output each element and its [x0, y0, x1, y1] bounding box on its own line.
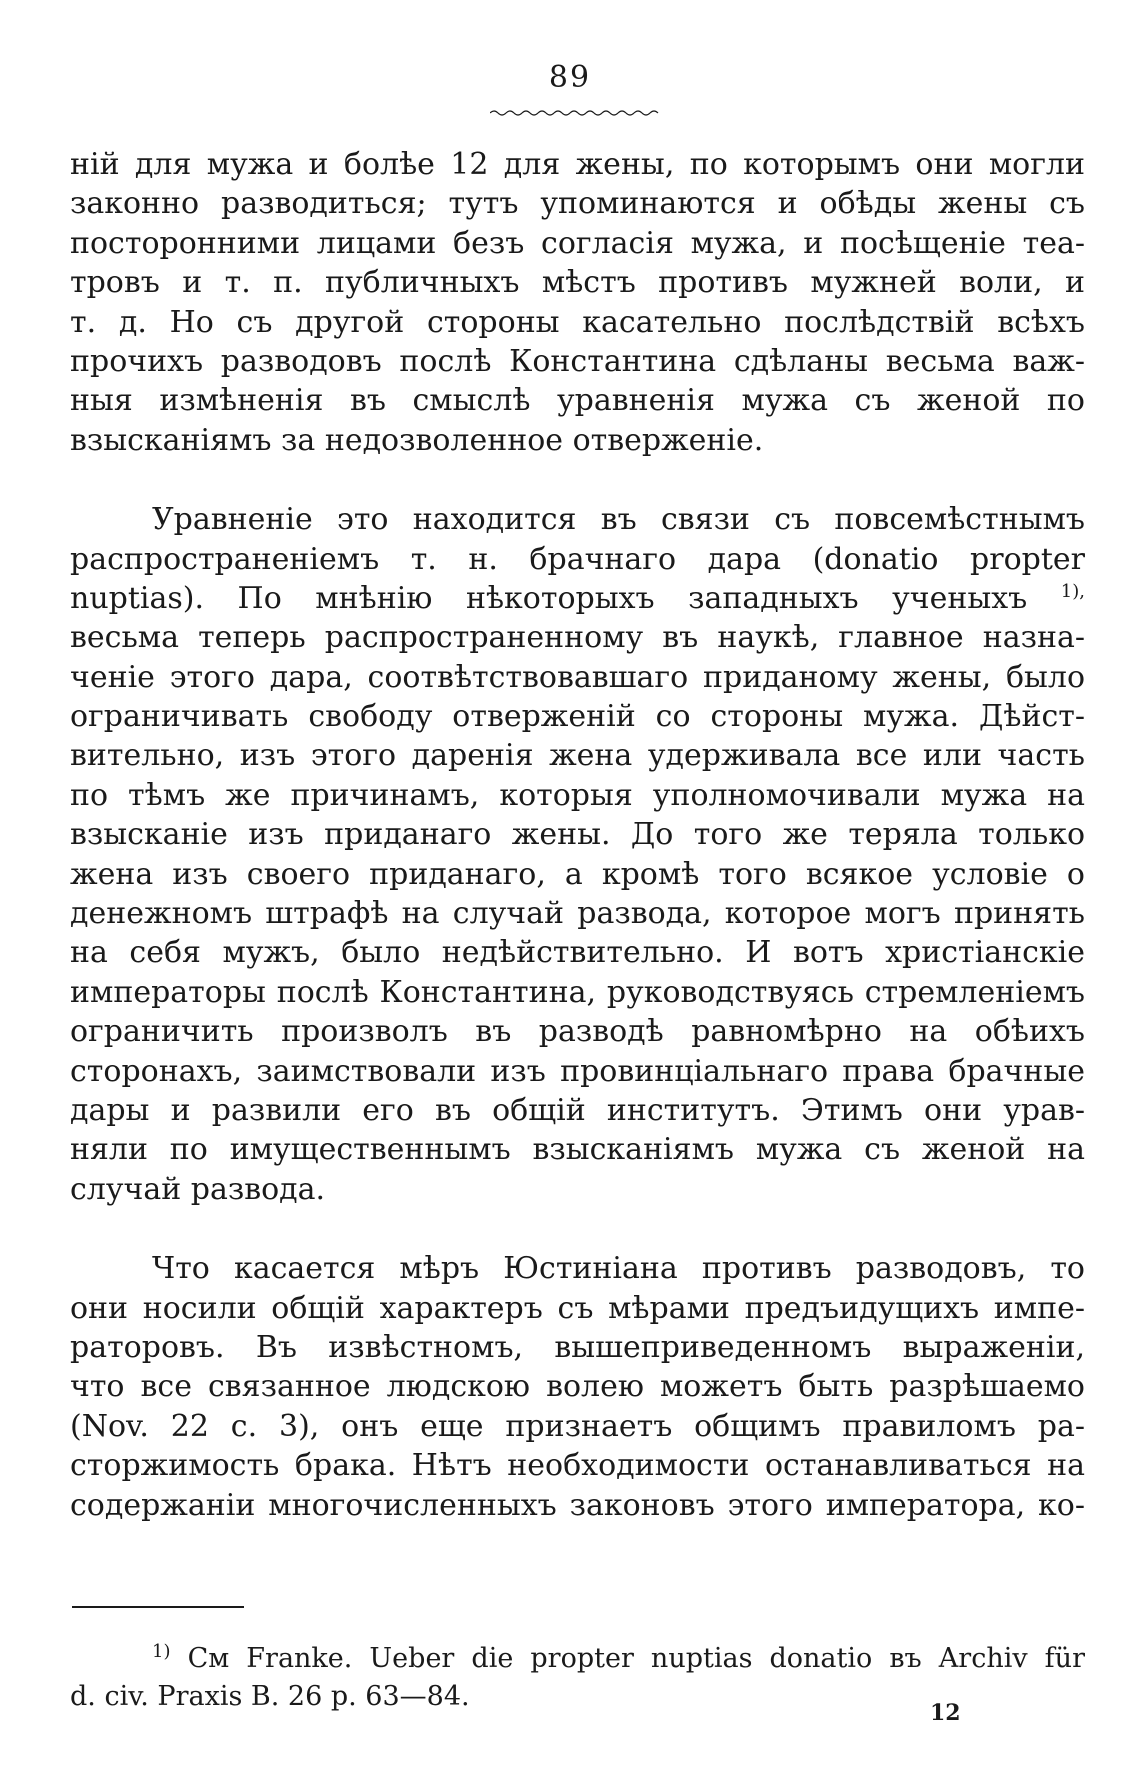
footnote-text: См Franke. Ueber die propter nuptias donatio въ Archiv für	[187, 1643, 1085, 1674]
footnote-marker: 1),	[1060, 580, 1085, 602]
text-line: дары и развили его въ общій институтъ. Этимъ они урав-	[70, 1092, 1085, 1128]
text-line: ныя измѣненія въ смыслѣ уравненія мужа съ женой по	[70, 383, 1085, 419]
footnote-line: d. civ. Praxis B. 26 p. 63—84.	[70, 1681, 470, 1712]
text-line: сторонахъ, заимствовали изъ провинціальнаго права брачные	[70, 1053, 1085, 1089]
text-line: на себя мужъ, было недѣйствительно. И вотъ христіанскіе	[70, 935, 1085, 971]
text-line: весьма теперь распространенному въ наукѣ, главное назна-	[70, 620, 1085, 656]
footnote-rule	[72, 1606, 244, 1608]
text-line: (Nov. 22 c. 3), онъ еще признаетъ общимъ правиломъ ра-	[70, 1408, 1085, 1444]
paragraph-3	[70, 1249, 1085, 1525]
text-line: денежномъ штрафѣ на случай развода, которое могъ принять	[70, 896, 1085, 932]
text-line: случай развода.	[70, 1171, 326, 1207]
text-line: няли по имущественнымъ взысканіямъ мужа съ женой на	[70, 1132, 1085, 1168]
text-line: ченіе этого дара, соотвѣтствовавшаго приданому жены, было	[70, 659, 1085, 695]
text-line: что все связанное людскою волею можетъ быть разрѣшаемо	[70, 1369, 1085, 1405]
page-number: 89	[548, 60, 592, 95]
text-line: они носили общій характеръ съ мѣрами предъидущихъ импе-	[70, 1290, 1085, 1326]
text-line: Уравненіе это находится въ связи съ повсемѣстнымъ	[152, 502, 1085, 538]
signature-mark: 12	[930, 1700, 961, 1726]
text-line: Что касается мѣръ Юстиніана противъ разводовъ, то	[152, 1251, 1085, 1287]
footnote-line	[70, 1640, 1085, 1678]
text-line: вительно, изъ этого даренія жена удерживала все или часть	[70, 738, 1085, 774]
text-line: ограничивать свободу отверженій со стороны мужа. Дѣйст-	[70, 699, 1085, 735]
text-line: посторонними лицами безъ согласія мужа, и посѣщеніе теа-	[70, 225, 1085, 261]
text-line-content: nuptias). По мнѣнію нѣкоторыхъ западныхъ ученыхъ	[70, 580, 1028, 616]
text-line: ограничить произволъ въ разводѣ равномѣрно на обѣихъ	[70, 1014, 1085, 1050]
paragraph-1	[70, 145, 1085, 460]
text-line: т. д. Но съ другой стороны касательно послѣдствій всѣхъ	[70, 304, 1085, 340]
text-line: законно разводиться; тутъ упоминаются и обѣды жены съ	[70, 186, 1085, 222]
text-line: сторжимость брака. Нѣтъ необходимости останавливаться на	[70, 1448, 1085, 1484]
text-line	[70, 579, 1085, 618]
text-line: раторовъ. Въ извѣстномъ, вышеприведенномъ выраженіи,	[70, 1329, 1085, 1365]
body-text	[70, 145, 1085, 1525]
text-line: императоры послѣ Константина, руководствуясь стремленіемъ	[70, 974, 1085, 1010]
paragraph-2	[70, 500, 1085, 1209]
text-line: распространеніемъ т. н. брачнаго дара (donatio propter	[70, 541, 1085, 577]
footnote-marker: 1)	[152, 1641, 171, 1662]
text-line: тровъ и т. п. публичныхъ мѣстъ противъ мужней воли, и	[70, 265, 1085, 301]
text-line: ній для мужа и болѣе 12 для жены, по которымъ они могли	[70, 147, 1085, 182]
text-line: взысканіе изъ приданаго жены. До того же теряла только	[70, 817, 1085, 853]
text-line: содержаніи многочисленныхъ законовъ этого императора, ко-	[70, 1487, 1085, 1523]
text-line: прочихъ разводовъ послѣ Константина сдѣланы весьма важ-	[70, 343, 1085, 379]
ornament-divider	[490, 108, 660, 118]
text-line: взысканіямъ за недозволенное отверженіе.	[70, 422, 764, 458]
text-line: по тѣмъ же причинамъ, которыя уполномочивали мужа на	[70, 777, 1085, 813]
text-line: жена изъ своего приданаго, а кромѣ того всякое условіе о	[70, 856, 1085, 892]
